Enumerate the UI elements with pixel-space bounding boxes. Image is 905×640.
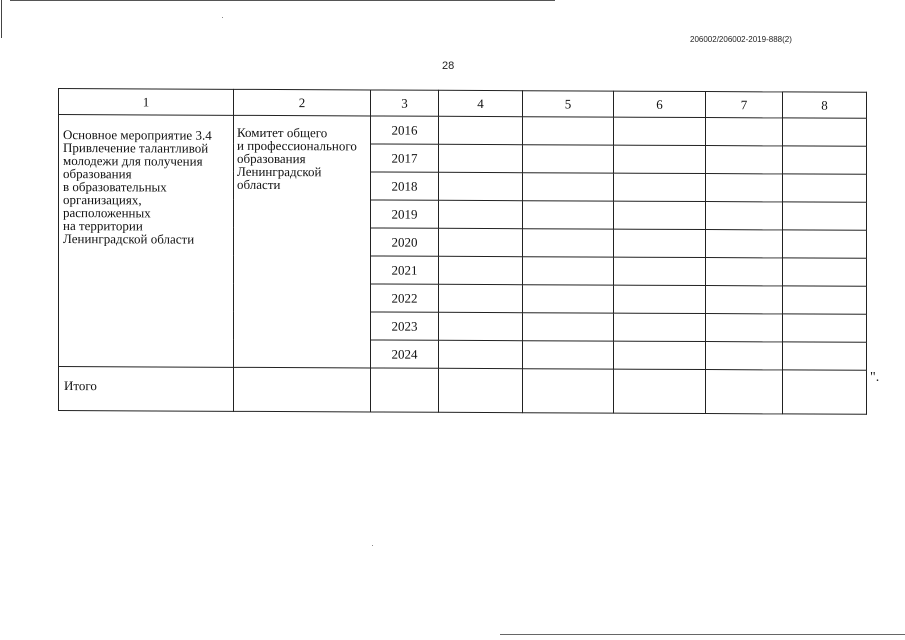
value-cell xyxy=(614,201,706,229)
scan-speck xyxy=(222,17,223,18)
value-cell xyxy=(614,117,706,145)
value-cell xyxy=(439,144,523,172)
value-cell xyxy=(523,369,614,413)
value-cell xyxy=(706,174,783,202)
value-cell xyxy=(783,286,867,314)
value-cell xyxy=(783,174,867,202)
value-cell xyxy=(439,200,523,228)
value-cell xyxy=(523,313,614,341)
column-header: 7 xyxy=(706,92,783,118)
total-row xyxy=(59,367,867,415)
scan-bottom-rule xyxy=(500,634,905,635)
value-cell xyxy=(439,340,523,368)
value-cell xyxy=(439,284,523,312)
value-cell xyxy=(706,314,783,342)
value-cell xyxy=(783,314,867,342)
value-cell xyxy=(706,342,783,370)
value-cell xyxy=(614,369,706,413)
scan-top-rule xyxy=(10,0,555,1)
column-header-row xyxy=(59,89,867,119)
value-cell xyxy=(614,229,706,257)
year-cell: 2020 xyxy=(371,228,439,256)
value-cell xyxy=(439,116,523,144)
scan-speck xyxy=(372,545,373,546)
value-cell xyxy=(783,342,867,370)
document-id: 206002/206002-2019-888(2) xyxy=(690,35,792,44)
value-cell xyxy=(523,173,614,201)
value-cell xyxy=(523,257,614,285)
year-cell: 2016 xyxy=(371,116,439,144)
column-header: 1 xyxy=(59,89,234,116)
value-cell xyxy=(614,313,706,341)
column-header: 4 xyxy=(439,90,523,116)
activity-cell xyxy=(59,115,234,368)
value-cell xyxy=(783,230,867,258)
value-cell xyxy=(234,367,371,412)
value-cell xyxy=(783,370,867,414)
total-label: Итого xyxy=(64,378,97,394)
value-cell xyxy=(783,202,867,230)
value-cell xyxy=(439,312,523,340)
page-number: 28 xyxy=(442,60,455,72)
scan-left-rule xyxy=(1,0,2,38)
column-header: 5 xyxy=(523,91,614,117)
value-cell xyxy=(523,229,614,257)
column-header: 2 xyxy=(234,89,371,116)
table-row xyxy=(59,115,867,147)
closing-quote-mark: ". xyxy=(870,370,880,385)
column-header: 3 xyxy=(371,90,439,116)
value-cell xyxy=(706,286,783,314)
value-cell xyxy=(523,201,614,229)
value-cell xyxy=(523,117,614,145)
value-cell xyxy=(614,173,706,201)
activity-text: Основное мероприятие 3.4 Привлечение талантливой молодежи для получения образования в образовательных организациях, расположенных на территории Ленинградской области xyxy=(63,127,212,247)
column-header: 6 xyxy=(614,91,706,117)
value-cell xyxy=(439,228,523,256)
value-cell xyxy=(706,118,783,146)
year-cell: 2021 xyxy=(371,256,439,284)
value-cell xyxy=(614,285,706,313)
value-cell xyxy=(783,146,867,174)
year-cell: 2022 xyxy=(371,284,439,312)
value-cell xyxy=(439,368,523,412)
executor-cell xyxy=(234,115,371,368)
value-cell xyxy=(371,368,439,412)
value-cell xyxy=(523,341,614,369)
value-cell xyxy=(783,118,867,146)
value-cell xyxy=(439,172,523,200)
total-label-cell xyxy=(59,367,234,412)
value-cell xyxy=(706,370,783,414)
value-cell xyxy=(706,146,783,174)
year-cell: 2017 xyxy=(371,144,439,172)
value-cell xyxy=(706,202,783,230)
column-header: 8 xyxy=(783,92,867,118)
year-cell: 2019 xyxy=(371,200,439,228)
value-cell xyxy=(706,230,783,258)
year-cell: 2018 xyxy=(371,172,439,200)
year-cell: 2024 xyxy=(371,340,439,368)
executor-text: Комитет общего и профессионального образования Ленинградской области xyxy=(237,124,357,193)
value-cell xyxy=(783,258,867,286)
value-cell xyxy=(614,145,706,173)
value-cell xyxy=(706,258,783,286)
value-cell xyxy=(614,257,706,285)
value-cell xyxy=(439,256,523,284)
year-cell: 2023 xyxy=(371,312,439,340)
value-cell xyxy=(523,285,614,313)
program-table xyxy=(58,88,867,415)
value-cell xyxy=(614,341,706,369)
value-cell xyxy=(523,145,614,173)
